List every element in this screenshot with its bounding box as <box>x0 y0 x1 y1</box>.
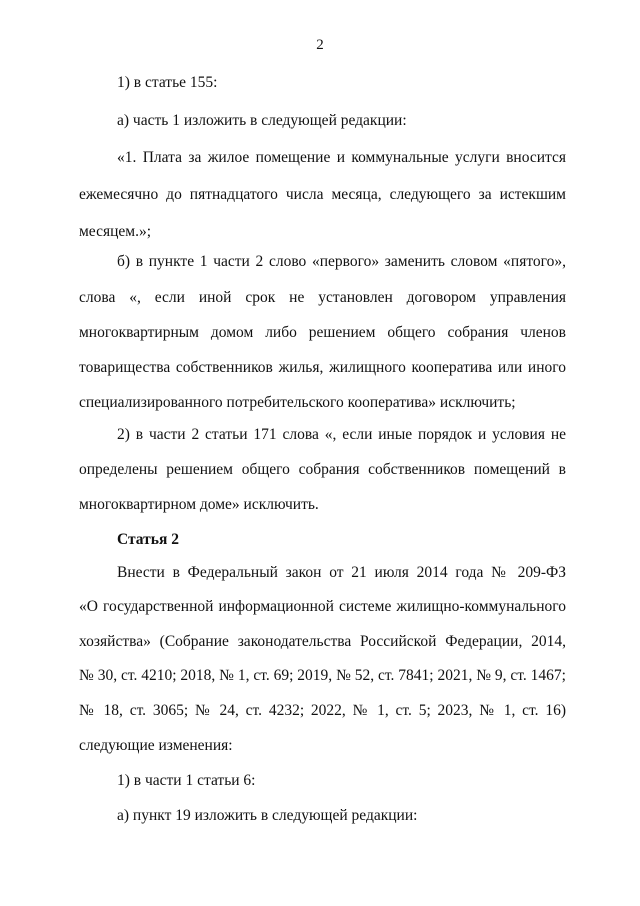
text-line: ежемесячно до пятнадцатого числа месяца, следующего за истекшим <box>79 186 566 203</box>
text-line: месяцем.»; <box>79 223 151 240</box>
text-line: № 30, ст. 4210; 2018, № 1, ст. 69; 2019, № 52, ст. 7841; 2021, № 9, ст. 1467; <box>79 667 566 684</box>
text-line: «О государственной информационной системе жилищно-коммунального <box>79 598 566 615</box>
text-line: № 18, ст. 3065; № 24, ст. 4232; 2022, № 1, ст. 5; 2023, № 1, ст. 16) <box>79 702 566 719</box>
text-line: хозяйства» (Собрание законодательства Российской Федерации, 2014, <box>79 633 566 650</box>
text-line: 1) в части 1 статьи 6: <box>117 772 256 789</box>
text-line: а) пункт 19 изложить в следующей редакции: <box>117 807 418 824</box>
text-line: 1) в статье 155: <box>117 74 218 91</box>
text-line: «1. Плата за жилое помещение и коммунальные услуги вносится <box>117 149 566 166</box>
text-line: а) часть 1 изложить в следующей редакции: <box>117 112 407 129</box>
text-line: слова «, если иной срок не установлен договором управления <box>79 289 566 306</box>
text-line: б) в пункте 1 части 2 слово «первого» заменить словом «пятого», <box>117 253 566 270</box>
text-line: следующие изменения: <box>79 737 233 754</box>
text-line: Внести в Федеральный закон от 21 июля 2014 года № 209-ФЗ <box>117 564 566 581</box>
text-line: многоквартирном доме» исключить. <box>79 496 319 513</box>
article-heading: Статья 2 <box>117 531 179 548</box>
text-line: специализированного потребительского кооператива» исключить; <box>79 394 516 411</box>
text-line: 2) в части 2 статьи 171 слова «, если иные порядок и условия не <box>117 426 566 443</box>
page-number: 2 <box>316 37 324 53</box>
text-line: товарищества собственников жилья, жилищного кооператива или иного <box>79 359 566 376</box>
text-line: определены решением общего собрания собственников помещений в <box>79 461 566 478</box>
text-line: многоквартирным домом либо решением общего собрания членов <box>79 324 566 341</box>
